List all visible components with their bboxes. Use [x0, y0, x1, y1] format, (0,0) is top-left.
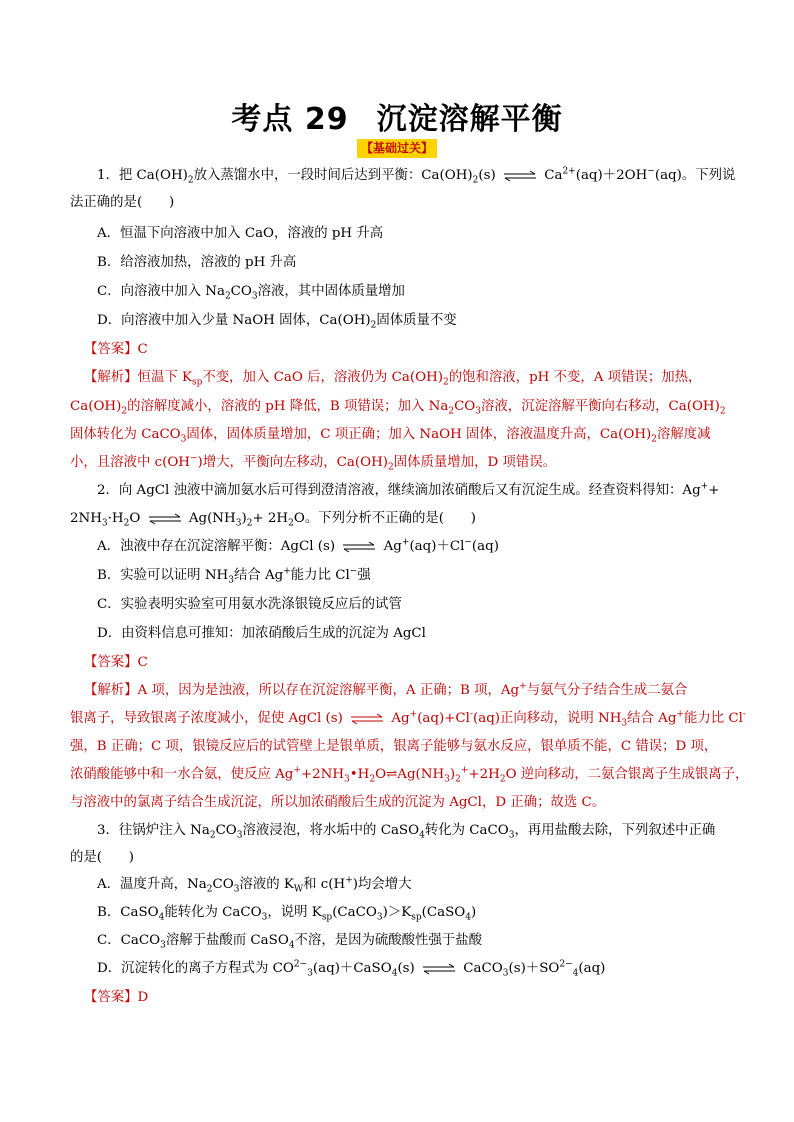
q2-stem-line2: $2NH_3\cdot H_2O$ $Ag(NH_3)_2+ 2H_2O$。下列分析不正确的是( )	[70, 511, 476, 529]
q1-explanation-line3: 固体转化为 CaCO$_3$固体，固体质量增加，C 项正确；加入 NaOH 固体，溶液温度升高，$Ca(OH)_2$溶解度减	[70, 427, 711, 445]
q3-stem-line2: 的是( )	[70, 850, 135, 865]
equilibrium-arrow-icon	[148, 513, 182, 525]
title-topic-name: 沉淀溶解平衡	[376, 102, 563, 137]
page-title	[0, 94, 794, 138]
q2-explanation-line3: 强，B 正确；C 项，银镜反应后的试管壁上是银单质，银离子能够与氨水反应，银单质不能，C 错误；D 项，	[70, 739, 718, 754]
q2-option-d: D．由资料信息可推知：加浓硝酸后生成的沉淀为 AgCl	[97, 626, 426, 641]
equilibrium-arrow-icon	[350, 713, 384, 725]
section-badge: 【基础过关】	[357, 139, 437, 158]
q2-explanation-line2: 银离子，导致银离子浓度减小，促使 AgCl (s) Ag+(aq)+Cl-(aq)正向移动，说明 $NH_3$结合 Ag+能力比 Cl-	[70, 709, 746, 729]
equilibrium-arrow-icon	[503, 170, 537, 182]
q1-explanation-line2: $Ca(OH)_2$的溶解度减小，溶液的 pH 降低，B 项错误；加入 $Na_2CO_3$溶液，沉淀溶解平衡向右移动，$Ca(OH)_2$	[70, 399, 726, 417]
q2-option-b: B．实验可以证明 $NH_3$结合 Ag+能力比 Cl−强	[97, 566, 371, 586]
q2-explanation-line4: 浓硝酸能够中和一水合氨，使反应 $Ag^++2NH_3•H_2O\rightleftharpoons Ag(NH_3)_2^++2H_2O$ 逆向移动，二氨合银离子生成银离子，	[70, 765, 749, 785]
q1-option-d: D．向溶液中加入少量 NaOH 固体，$Ca(OH)_2$固体质量不变	[97, 313, 457, 331]
equilibrium-arrow-icon	[422, 963, 456, 975]
q2-answer: 【答案】C	[84, 655, 148, 670]
q2-explanation-line5: 与溶液中的氯离子结合生成沉淀，所以加浓硝酸后生成的沉淀为 AgCl，D 正确；故选 C。	[70, 795, 606, 810]
q1-stem-line2: 法正确的是( )	[70, 195, 175, 210]
q2-explanation-line1: 【解析】A 项，因为是浊液，所以存在沉淀溶解平衡，A 正确；B 项，Ag+与氨气分子结合生成二氨合	[84, 681, 688, 698]
q3-option-d: D．沉淀转化的离子方程式为 $CO^{2-}_3(aq)+CaSO_4(s)$ $CaCO_3(s)+SO^{2-}_4(aq)$	[97, 959, 606, 979]
q2-option-a: A．浊液中存在沉淀溶解平衡：AgCl (s) Ag+(aq)＋Cl−(aq)	[97, 537, 499, 554]
q1-stem-line1: 1．把 $Ca(OH)_2$放入蒸馏水中，一段时间后达到平衡：$Ca(OH)_2(s)$ $Ca^{2+}(aq)+2OH^-(aq)$。下列说	[97, 166, 736, 186]
q1-explanation-line1: 【解析】恒温下 $K_{sp}$不变，加入 CaO 后，溶液仍为 $Ca(OH)_2$的饱和溶液，pH 不变，A 项错误；加热，	[84, 370, 702, 388]
q3-answer: 【答案】D	[84, 990, 149, 1005]
q3-option-b: B．CaSO$_4$能转化为 CaCO$_3$，说明 $K_{sp}(CaCO_3)>K_{sp}(CaSO_4)$	[97, 905, 477, 923]
q1-option-b: B．给溶液加热，溶液的 pH 升高	[97, 255, 297, 270]
q1-option-a: A．恒温下向溶液中加入 CaO，溶液的 pH 升高	[97, 226, 384, 241]
q2-stem-line1: 2．向 AgCl 浊液中滴加氨水后可得到澄清溶液，继续滴加浓硝酸后又有沉淀生成。经查资料得知：Ag++	[97, 481, 720, 498]
q3-option-a: A．温度升高，$Na_2CO_3$溶液的 $K_W$和 c(H+)均会增大	[97, 875, 412, 895]
q3-stem-line1: 3．往锅炉注入 $Na_2CO_3$溶液浸泡，将水垢中的 CaSO$_4$转化为 CaCO$_3$，再用盐酸去除，下列叙述中正确	[97, 823, 716, 841]
q3-option-c: C．CaCO$_3$溶解于盐酸而 CaSO$_4$不溶，是因为硫酸酸性强于盐酸	[97, 933, 483, 951]
q1-answer: 【答案】C	[84, 342, 148, 357]
q1-explanation-line4: 小，且溶液中 c(OH−)增大，平衡向左移动，$Ca(OH)_2$固体质量增加，D 项错误。	[70, 453, 557, 473]
equilibrium-arrow-icon	[342, 541, 376, 553]
title-topic-number: 考点 29	[231, 102, 349, 137]
q2-option-c: C．实验表明实验室可用氨水洗涤银镜反应后的试管	[97, 597, 402, 612]
q1-option-c: C．向溶液中加入 $Na_2CO_3$溶液，其中固体质量增加	[97, 284, 405, 302]
